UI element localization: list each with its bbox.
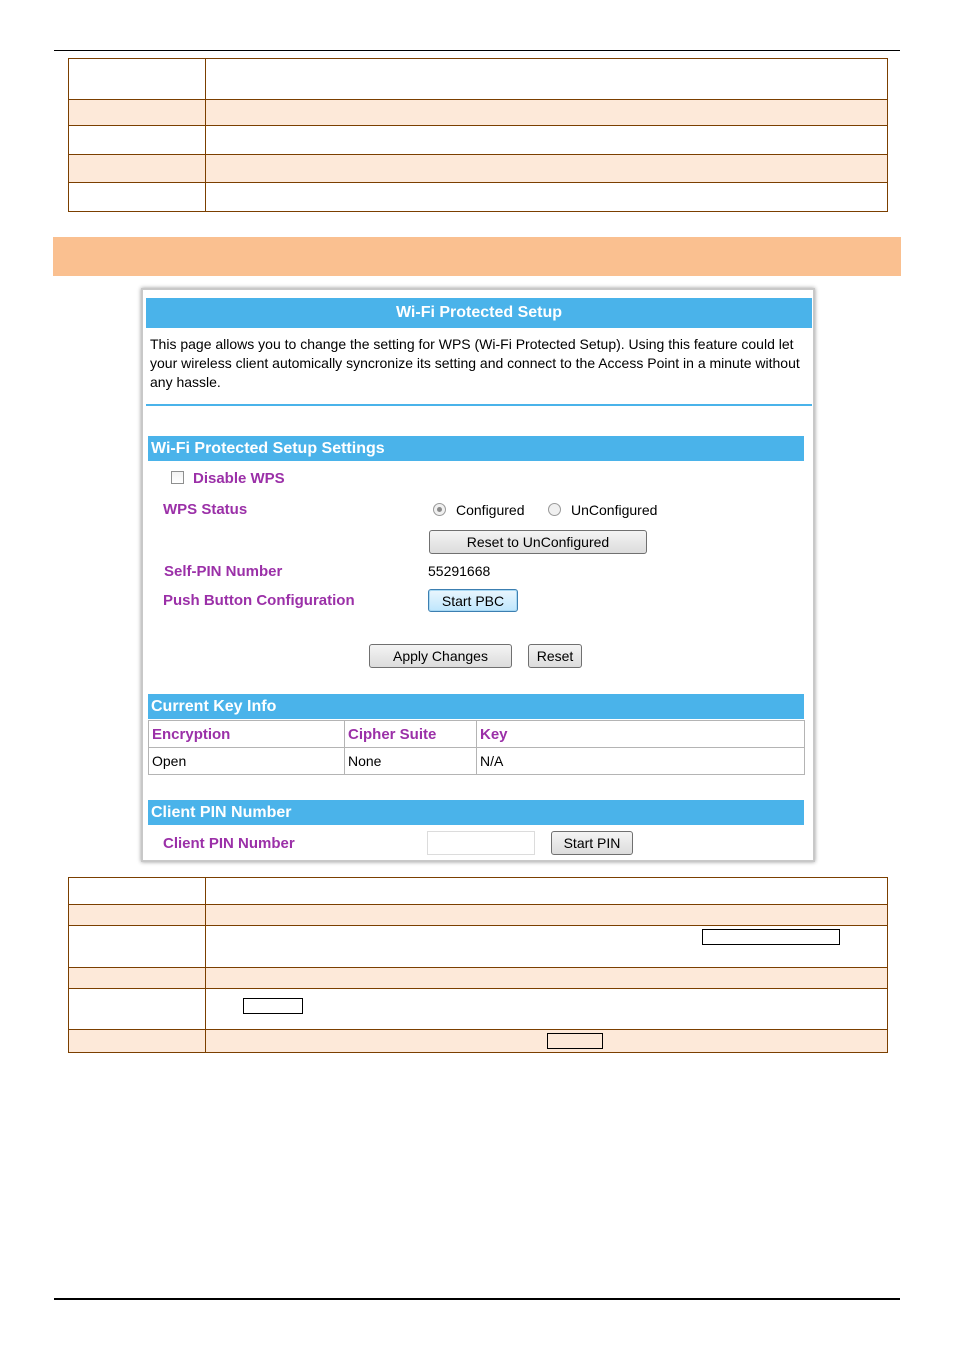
configured-radio[interactable] [433, 503, 446, 516]
self-pin-label: Self-PIN Number [164, 563, 283, 580]
cell-key: N/A [477, 748, 805, 775]
wps-screenshot [141, 288, 815, 862]
header-rule [54, 50, 900, 51]
apply-changes-button[interactable]: Apply Changes [369, 644, 512, 668]
cell-cipher-suite: None [345, 748, 477, 775]
col-encryption: Encryption [149, 721, 345, 748]
table-row [149, 748, 805, 775]
key-info-table [148, 720, 805, 775]
pbc-label: Push Button Configuration [163, 592, 355, 609]
separator-line [146, 404, 812, 406]
inline-ref-box [243, 998, 303, 1014]
disable-wps-checkbox[interactable] [171, 471, 184, 484]
wps-status-label: WPS Status [163, 501, 248, 518]
unconfigured-label: UnConfigured [571, 502, 658, 518]
wps-description: This page allows you to change the setting for WPS (Wi-Fi Protected Setup). Using this feature could let your wireless client automically syncronize its setting and connect to the Access Point in a minute without any hassle. [150, 336, 800, 390]
client-pin-input[interactable] [427, 831, 535, 855]
col-key: Key [477, 721, 805, 748]
self-pin-value: 55291668 [428, 563, 491, 579]
reset-to-unconfigured-button[interactable]: Reset to UnConfigured [429, 530, 647, 554]
wps-title: Wi-Fi Protected Setup [146, 298, 812, 328]
client-pin-label: Client PIN Number [163, 835, 295, 852]
client-pin-header: Client PIN Number [148, 800, 804, 825]
top-table [68, 58, 888, 212]
col-cipher-suite: Cipher Suite [345, 721, 477, 748]
inline-ref-box [702, 929, 840, 945]
disable-wps-label: Disable WPS [193, 470, 285, 487]
unconfigured-radio[interactable] [548, 503, 561, 516]
settings-header: Wi-Fi Protected Setup Settings [148, 436, 804, 461]
footer-rule [54, 1298, 900, 1300]
start-pin-button[interactable]: Start PIN [551, 831, 633, 855]
cell-encryption: Open [149, 748, 345, 775]
start-pbc-button[interactable]: Start PBC [428, 589, 518, 612]
inline-ref-box [547, 1033, 603, 1049]
configured-label: Configured [456, 502, 525, 518]
bottom-table [68, 877, 888, 1053]
key-info-header: Current Key Info [148, 694, 804, 719]
section-heading-band [53, 237, 901, 276]
reset-button[interactable]: Reset [528, 644, 582, 668]
